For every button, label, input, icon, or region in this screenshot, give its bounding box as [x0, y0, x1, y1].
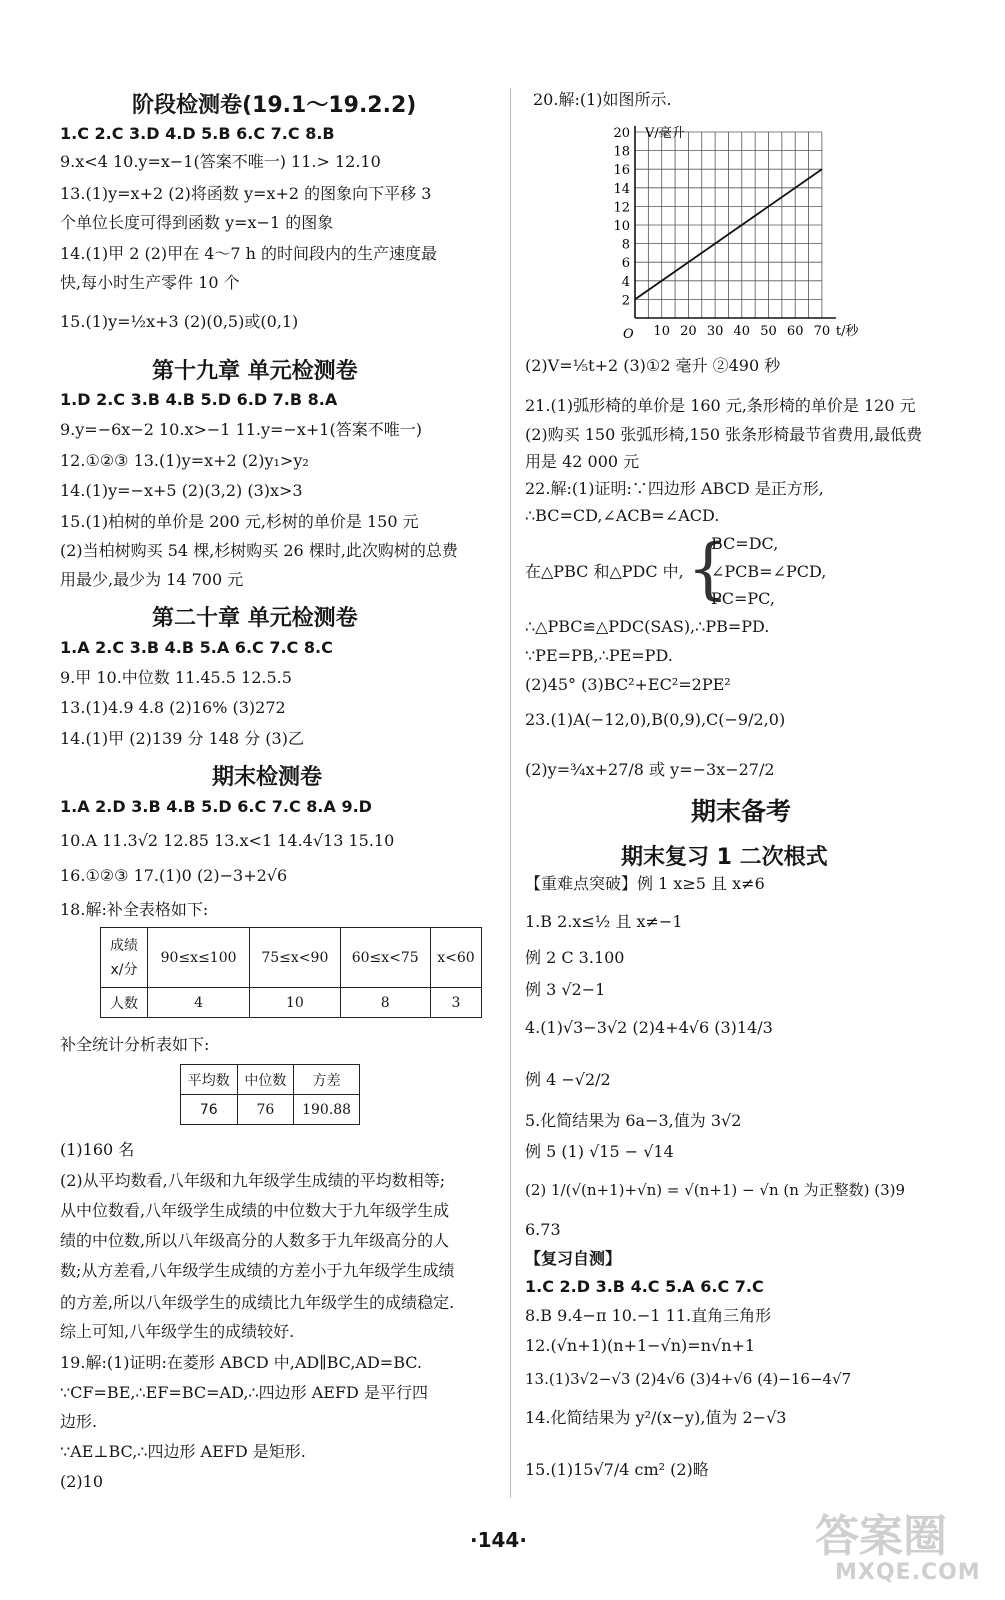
answer-line: 18.解:补全表格如下:	[60, 900, 209, 919]
answer-line: 12.(√n+1)(n+1−√n)=n√n+1	[525, 1336, 756, 1355]
y-tick-label: 18	[613, 144, 630, 160]
answer-line: 例 3 √2−1	[525, 980, 606, 999]
answer-line: 13.(1)4.9 4.8 (2)16% (3)272	[60, 698, 286, 717]
answer-line: 9.x<4 10.y=x−1(答案不唯一) 11.> 12.10	[60, 152, 381, 171]
answer-line: 例 2 C 3.100	[525, 948, 625, 967]
answer-line: 13.(1)y=x+2 (2)将函数 y=x+2 的图象向下平移 3	[60, 184, 432, 203]
y-tick-label: 10	[613, 219, 630, 234]
section-title-chapter-19: 第十九章 单元检测卷	[152, 359, 358, 384]
answer-line: 8.B 9.4−π 10.−1 11.直角三角形	[525, 1306, 772, 1325]
answer-line: (2)45° (3)BC²+EC²=2PE²	[525, 675, 731, 694]
answer-line: ∴BC=CD,∠ACB=∠ACD.	[525, 506, 720, 525]
brace: {	[687, 530, 729, 607]
y-tick-label: 16	[613, 163, 630, 179]
answer-line: 14.(1)甲 2 (2)甲在 4～7 h 的时间段内的生产速度最	[60, 244, 438, 263]
answer-line: 15.(1)柏树的单价是 200 元,杉树的单价是 150 元	[60, 512, 419, 531]
answer-line: 的方差,所以八年级学生的成绩比九年级学生的成绩稳定.	[60, 1293, 455, 1312]
answer-line: 1.D 2.C 3.B 4.B 5.D 6.D 7.B 8.A	[60, 390, 338, 409]
answer-line: 20.解:(1)如图所示.	[533, 90, 672, 109]
answer-line: 16.①②③ 17.(1)0 (2)−3+2√6	[60, 866, 288, 885]
table-cell: 75≤x<90	[250, 928, 340, 988]
table-cell: 平均数	[181, 1065, 238, 1095]
answer-line: 例 4 −√2/2	[525, 1070, 611, 1089]
system-line: BC=DC,	[711, 534, 779, 553]
volume-time-chart	[605, 114, 905, 340]
answer-line: (2)当柏树购买 54 棵,杉树购买 26 棵时,此次购树的总费	[60, 541, 458, 560]
answer-line: 23.(1)A(−12,0),B(0,9),C(−9/2,0)	[525, 710, 786, 729]
answer-line: 绩的中位数,所以八年级高分的人数多于九年级高分的人	[60, 1231, 450, 1250]
answer-line: 14.化简结果为 y²/(x−y),值为 2−√3	[525, 1408, 787, 1427]
table-cell: 方差	[294, 1065, 360, 1095]
answer-line: (2)10	[60, 1472, 104, 1491]
answer-line: (2)从平均数看,八年级和九年级学生成绩的平均数相等;	[60, 1171, 446, 1190]
table-caption: 补全统计分析表如下:	[60, 1035, 210, 1054]
x-tick-label: 50	[760, 324, 777, 339]
answer-line: 15.(1)y=½x+3 (2)(0,5)或(0,1)	[60, 312, 299, 331]
y-tick-label: 14	[613, 181, 630, 197]
review-label: 【复习自测】	[525, 1249, 622, 1268]
x-tick-label: 20	[680, 324, 697, 339]
system-line: ∠PCB=∠PCD,	[711, 562, 827, 581]
answer-line: 13.(1)3√2−√3 (2)4√6 (3)4+√6 (4)−16−4√7	[525, 1370, 852, 1388]
table-cell: 8	[340, 988, 430, 1018]
answer-line: 5.化简结果为 6a−3,值为 3√2	[525, 1111, 742, 1130]
answer-line: 19.解:(1)证明:在菱形 ABCD 中,AD∥BC,AD=BC.	[60, 1353, 423, 1372]
y-axis-label: V/毫升	[645, 126, 685, 141]
answer-line: 边形.	[60, 1412, 98, 1431]
score-table	[100, 927, 482, 1018]
section-title-stage-test: 阶段检测卷(19.1～19.2.2)	[132, 93, 417, 118]
table-cell: 10	[250, 988, 340, 1018]
answer-line: 6.73	[525, 1220, 561, 1239]
stats-table	[180, 1064, 360, 1125]
answer-line: 1.A 2.D 3.B 4.B 5.D 6.C 7.C 8.A 9.D	[60, 797, 372, 816]
origin-label: O	[623, 327, 634, 340]
answer-line: 10.A 11.3√2 12.85 13.x<1 14.4√13 15.10	[60, 831, 395, 850]
table-cell: 人数	[101, 988, 148, 1018]
column-divider	[510, 88, 511, 1498]
y-tick-label: 4	[621, 274, 630, 290]
answer-line: 1.C 2.D 3.B 4.C 5.A 6.C 7.C	[525, 1277, 764, 1296]
table-cell: 4	[148, 988, 250, 1018]
answer-line: 21.(1)弧形椅的单价是 160 元,条形椅的单价是 120 元	[525, 396, 916, 415]
table-cell: 76	[181, 1095, 238, 1125]
table-cell: 190.88	[294, 1095, 360, 1125]
x-tick-label: 30	[706, 324, 724, 339]
answer-line: ∵AE⊥BC,∴四边形 AEFD 是矩形.	[60, 1442, 306, 1461]
x-tick-label: 70	[813, 324, 831, 339]
answer-line: (1)160 名	[60, 1140, 135, 1159]
answer-line: 12.①②③ 13.(1)y=x+2 (2)y₁>y₂	[60, 451, 309, 470]
table-cell: 60≤x<75	[340, 928, 430, 988]
x-tick-label: 40	[733, 324, 751, 339]
table-cell: x<60	[430, 928, 481, 988]
answer-line: 数;从方差看,八年级学生成绩的方差小于九年级学生成绩	[60, 1261, 455, 1280]
table-cell: 90≤x≤100	[148, 928, 250, 988]
answer-line: ∵CF=BE,∴EF=BC=AD,∴四边形 AEFD 是平行四	[60, 1383, 428, 1402]
answer-line: (2) 1/(√(n+1)+√n) = √(n+1) − √n (n 为正整数) (3)9	[525, 1181, 906, 1199]
section-title-chapter-20: 第二十章 单元检测卷	[152, 606, 358, 631]
table-cell: 中位数	[237, 1065, 294, 1095]
page-number: ·144·	[470, 1528, 527, 1552]
answer-line: ∵PE=PB,∴PE=PD.	[525, 646, 673, 665]
answer-line: 综上可知,八年级学生的成绩较好.	[60, 1322, 295, 1341]
chapter-title: 期末备考	[691, 797, 792, 826]
answer-line: 22.解:(1)证明:∵四边形 ABCD 是正方形,	[525, 479, 824, 498]
answer-line: 14.(1)y=−x+5 (2)(3,2) (3)x>3	[60, 481, 303, 500]
system-lead: 在△PBC 和△PDC 中,	[525, 562, 684, 581]
answer-line: 9.y=−6x−2 10.x>−1 11.y=−x+1(答案不唯一)	[60, 420, 422, 439]
x-tick-label: 60	[786, 324, 804, 339]
table-cell: 成绩 x/分	[101, 928, 148, 988]
watermark-url: MXQE.COM	[835, 1560, 981, 1585]
table-cell: 3	[430, 988, 481, 1018]
y-tick-label: 2	[621, 293, 630, 309]
section-title-review: 期末复习 1 二次根式	[621, 845, 828, 870]
y-tick-label: 12	[613, 200, 630, 216]
answer-line: 个单位长度可得到函数 y=x−1 的图象	[60, 213, 334, 232]
answer-line: (2)V=⅕t+2 (3)①2 毫升 ②490 秒	[525, 356, 781, 375]
answer-line: 14.(1)甲 (2)139 分 148 分 (3)乙	[60, 729, 304, 748]
answer-line: 例 5 (1) √15 − √14	[525, 1142, 674, 1161]
answer-line: (2)y=¾x+27/8 或 y=−3x−27/2	[525, 760, 775, 779]
answer-line: (2)购买 150 张弧形椅,150 张条形椅最节省费用,最低费	[525, 425, 923, 444]
y-tick-label: 20	[613, 126, 630, 141]
answer-line: 4.(1)√3−3√2 (2)4+4√6 (3)14/3	[525, 1018, 773, 1037]
x-axis-label: t/秒	[835, 324, 859, 339]
system-line: PC=PC,	[711, 589, 775, 608]
x-tick-label: 10	[653, 324, 670, 339]
table-cell: 76	[237, 1095, 294, 1125]
answer-line: 1.C 2.C 3.D 4.D 5.B 6.C 7.C 8.B	[60, 124, 335, 143]
answer-line: 用是 42 000 元	[525, 452, 640, 471]
answer-line: 用最少,最少为 14 700 元	[60, 570, 244, 589]
section-title-final-exam: 期末检测卷	[212, 765, 323, 790]
answer-line: 15.(1)15√7/4 cm² (2)略	[525, 1460, 709, 1479]
y-tick-label: 6	[621, 256, 630, 272]
watermark-logo: 答案圈	[815, 1511, 947, 1562]
answer-line: 从中位数看,八年级学生成绩的中位数大于九年级学生成	[60, 1201, 450, 1220]
y-tick-label: 8	[621, 237, 630, 253]
answer-line: 1.B 2.x≤½ 且 x≠−1	[525, 912, 683, 931]
answer-line: 1.A 2.C 3.B 4.B 5.A 6.C 7.C 8.C	[60, 638, 333, 657]
answer-line: 【重难点突破】例 1 x≥5 且 x≠6	[525, 874, 765, 893]
answer-line: 快,每小时生产零件 10 个	[60, 273, 240, 292]
answer-line: 9.甲 10.中位数 11.45.5 12.5.5	[60, 668, 292, 687]
answer-line: ∴△PBC≌△PDC(SAS),∴PB=PD.	[525, 617, 770, 636]
